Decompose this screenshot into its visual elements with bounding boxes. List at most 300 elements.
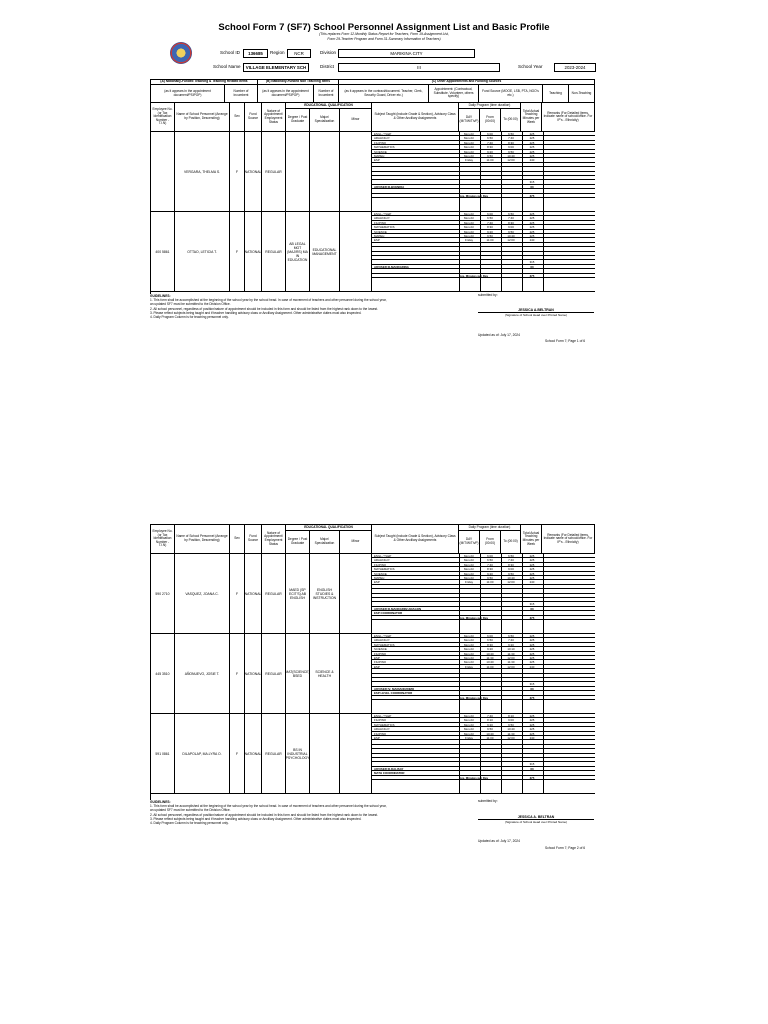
daily-program-schedule <box>372 714 595 794</box>
summary-c-fund-source: Fund Source (MOOE, LSB, PTA, NGO's etc.) <box>479 85 543 103</box>
col-fund-source: Fund Source <box>245 525 262 554</box>
guideline-item: 1. This form shall be accomplished at the beginning of the school year by the school head. In case of movement of teachers and other personnel during the school year, <box>150 804 387 809</box>
col-sex: Sex <box>230 103 245 132</box>
col-nature: Nature of Appointment/ Employment Status <box>262 525 286 554</box>
minutes-cell: 240 <box>529 158 535 163</box>
from-time-cell: 11:00 <box>486 238 494 243</box>
day-cell: Mon-Fri <box>464 642 474 647</box>
subject-cell: ARALING P. <box>374 558 390 563</box>
subject-cell: FILIPINO <box>374 660 387 665</box>
personnel-name-cell: OTTAO, LETICIA T. <box>175 212 230 291</box>
col-to: To (00:00) <box>501 531 521 554</box>
school-year-field[interactable]: 2023-2024 <box>554 63 596 72</box>
to-time-cell: 7:40 <box>508 216 514 221</box>
from-time-cell: 11:00 <box>486 736 494 740</box>
minutes-cell: 225 <box>529 656 535 660</box>
guideline-item: 4. Daily Program Column is for teaching personnel only. <box>150 315 229 320</box>
subject-cell: ESP COORDINATOR <box>374 611 403 616</box>
col-from: From (00:00) <box>480 109 501 132</box>
school-year-label: School Year <box>518 64 543 69</box>
day-cell: Ave. Minutes per Day <box>459 273 489 278</box>
school-name-field[interactable]: VILLAGE ELEMENTARY SCH <box>243 63 309 72</box>
minutes-cell: 225 <box>529 722 535 727</box>
summary-plantilla-note: (as it appears in the appointment document/PSIPOP) <box>164 88 211 97</box>
summary-b-incumbent: Number of Incumbent <box>314 85 339 103</box>
updated-as-of: Updated as of: July 17, 2024 <box>478 333 520 337</box>
subject-cell: FILIPINO <box>374 220 387 225</box>
col-name: Name of School Personnel (Arrange by Position, Descending) <box>175 525 230 554</box>
col-major: Major/ Specialization <box>310 109 340 132</box>
fund-source-cell: NATIONAL <box>245 554 262 633</box>
day-cell: Mon-Fri <box>464 154 474 158</box>
to-time-cell: 10:40 <box>507 154 515 158</box>
signature-block <box>478 308 594 317</box>
to-time-cell: 11:30 <box>507 651 515 656</box>
to-time-cell: 11:30 <box>507 731 515 736</box>
subject-cell: ESP <box>374 580 380 585</box>
submitted-by-label: submitted by: <box>478 293 498 297</box>
from-time-cell: 9:20 <box>487 149 493 154</box>
to-time-cell: 9:00 <box>508 718 514 723</box>
day-cell: Mon-Fri <box>464 234 474 238</box>
minutes-cell: 225 <box>529 234 535 238</box>
degree-cell: MAT(SCIENCE) BSED <box>286 634 310 713</box>
minutes-cell: 375 <box>529 193 535 198</box>
col-subject: Subject Taught (include Grade & Section), Advisory Class & Other Ancillary Assignments <box>372 103 459 132</box>
page-footer: School Form 7; Page 1 of 6 <box>545 339 586 343</box>
col-sex: Sex <box>230 525 245 554</box>
to-time-cell: 12:00 <box>507 656 515 660</box>
major-cell <box>310 714 340 793</box>
minutes-cell: 315 <box>529 260 535 265</box>
summary-a-title: (A) Nationally-Funded Teaching & Teaching Related Items <box>151 80 258 85</box>
day-cell: Friday <box>464 238 474 243</box>
sex-cell: F <box>230 634 245 713</box>
summary-a-incumbent: Number of Incumbent <box>225 85 258 103</box>
personnel-name-cell: VASQUEZ, JOANA C. <box>175 554 230 633</box>
minutes-cell: 225 <box>529 154 535 158</box>
guideline-item: an updated SF7 must be submitted to the Division Office. <box>150 808 231 813</box>
subject-cell: ADVISER III-MANDARINA <box>374 264 409 269</box>
subject-cell: MAPEH <box>374 576 385 580</box>
summary-c-title: (C) Other Appointments and Funding Sources <box>339 80 595 85</box>
minor-cell <box>340 212 372 291</box>
minutes-cell: 315 <box>529 602 535 607</box>
to-time-cell: 9:20 <box>508 642 514 647</box>
subject-cell: ADVISER IV- MARIANO/DIMO <box>374 686 415 691</box>
day-cell: Mon-Fri <box>464 714 474 718</box>
to-time-cell: 7:40 <box>508 558 514 563</box>
form-subtitle-line-1: (This replaces Form 12-Monthly Status Report for Teachers, Form 19-Assignment List, <box>319 32 449 36</box>
from-time-cell: 9:20 <box>487 571 493 576</box>
from-time-cell: 9:50 <box>487 154 493 158</box>
minor-cell <box>340 634 372 713</box>
subject-cell: FILIPINO <box>374 140 387 145</box>
schedule-row <box>372 776 595 780</box>
minor-cell <box>340 714 372 793</box>
major-cell <box>310 132 340 211</box>
to-time-cell: 10:40 <box>507 727 515 732</box>
col-degree: Degree / Post Graduate <box>286 109 310 132</box>
subject-cell: ARALING P. <box>374 638 390 643</box>
col-subject: Subject Taught (include Grade & Section), Advisory Class & Other Ancillary Assignments <box>372 525 459 554</box>
fund-source-cell: NATIONAL <box>245 714 262 793</box>
employee-no-cell: 591 0861 <box>151 714 175 793</box>
personnel-record <box>151 634 595 714</box>
col-total-minutes: Total Actual Teaching Minutes per Week <box>521 103 542 132</box>
school-id-field[interactable]: 136685 <box>243 49 268 58</box>
minutes-cell: 375 <box>529 615 535 620</box>
col-employee-no: Employee No. (or Tax Identification Number - T.I.N) <box>151 525 175 554</box>
subject-cell: MATHEMATICS <box>374 567 395 572</box>
personnel-name-cell: VERGARA, THELMA S. <box>175 132 230 211</box>
day-cell: Mon-Fri <box>464 656 474 660</box>
subject-cell: ADVISER III-DALISAY <box>374 766 404 771</box>
employee-no-cell: 590 2710 <box>151 554 175 633</box>
minutes-cell: 225 <box>529 642 535 647</box>
col-daily-program: Daily Program (time duration) <box>459 525 521 531</box>
to-time-cell: 12:00 <box>507 664 515 669</box>
signatory-caption: (Signature of School Head over Printed Name) <box>478 819 594 824</box>
minutes-cell: 375 <box>529 273 535 278</box>
subject-cell: MATHEMATICS <box>374 145 395 150</box>
fund-source-cell: NATIONAL <box>245 132 262 211</box>
minutes-cell: 225 <box>529 212 535 216</box>
to-time-cell: 12:00 <box>507 158 515 163</box>
from-time-cell: 8:10 <box>487 718 493 723</box>
sex-cell: F <box>230 714 245 793</box>
from-time-cell: 11:30 <box>486 656 494 660</box>
schedule-row <box>372 274 595 278</box>
subject-cell: MAPEH <box>374 234 385 238</box>
region-field[interactable]: NCR <box>287 49 311 58</box>
col-name: Name of School Personnel (Arrange by Position, Descending) <box>175 103 230 132</box>
division-label: Division <box>320 50 337 55</box>
minutes-cell: 225 <box>529 558 535 563</box>
day-cell: Mon-Fri <box>464 140 474 145</box>
submitted-by-label: submitted by: <box>478 799 498 803</box>
col-degree: Degree / Post Graduate <box>286 531 310 554</box>
subject-cell: ESP <box>374 736 380 740</box>
to-time-cell: 10:10 <box>507 647 515 652</box>
district-label: District <box>320 64 335 69</box>
guideline-item: 2. All school personnel, regardless of position/nature of appointment should be included in this form and should be listed from the highest rank down to the lowest. <box>150 306 379 311</box>
district-field[interactable]: III <box>338 63 500 72</box>
to-time-cell: 12:00 <box>507 580 515 585</box>
major-cell: ENGLISH STUDIES & INSTRUCTION <box>310 554 340 633</box>
subject-cell: FILIPINO <box>374 718 387 723</box>
minutes-cell: 225 <box>529 638 535 643</box>
subject-cell: ENGL / TLEP <box>374 554 392 558</box>
appointment-nature-cell: REGULAR <box>262 634 286 713</box>
col-day: DAY (M/T/W/Th/F) <box>459 109 480 132</box>
from-time-cell: 6:50 <box>487 216 493 221</box>
day-cell: Mon-Fri <box>464 149 474 154</box>
to-time-cell: 8:10 <box>508 714 514 718</box>
to-time-cell: 9:50 <box>508 149 514 154</box>
employee-no-cell: 400 5861 <box>151 212 175 291</box>
minutes-cell: 225 <box>529 220 535 225</box>
employee-no-cell <box>151 132 175 211</box>
day-cell: Mon-Fri <box>464 718 474 723</box>
day-cell: Ave. Minutes per Day <box>459 695 489 700</box>
day-cell: Mon-Fri <box>464 136 474 141</box>
to-time-cell: 9:00 <box>508 145 514 150</box>
signatory-name: JESSICA A.BELTRAN <box>518 308 554 312</box>
updated-as-of: Updated as of: July 17, 2024 <box>478 839 520 843</box>
subject-cell: ADVISER III-BUENDIA <box>374 184 405 189</box>
minutes-cell: 225 <box>529 634 535 638</box>
day-cell: Mon-Fri <box>464 571 474 576</box>
minutes-cell: 375 <box>529 695 535 700</box>
col-minor: Minor <box>340 531 372 554</box>
to-time-cell: 8:30 <box>508 140 514 145</box>
minutes-cell: 240 <box>529 580 535 585</box>
signatory-name: JESSICA A. BELTRAN <box>517 815 555 819</box>
subject-cell: ENGL / TLEP <box>374 714 392 718</box>
guideline-item: 3. Please reflect subjects being taught and if teacher handling advisory class or Ancillary Assignment. Other administrative duties must also inspected. <box>150 816 362 821</box>
to-time-cell: 9:50 <box>508 229 514 234</box>
summary-c-appointment: Appointment: (Contractual, Substitute, Volunteer, others specify) <box>429 85 479 103</box>
subject-cell: ENGL / TLEP <box>374 132 392 136</box>
degree-cell: BS IN INDUSTRIAL PSYCHOLOGY <box>286 714 310 793</box>
from-time-cell: 8:30 <box>487 567 493 572</box>
minutes-cell: 225 <box>529 714 535 718</box>
summary-b-title: (B) Nationally-Funded Non Teaching Items <box>258 80 339 85</box>
subject-cell: FILIPINO <box>374 562 387 567</box>
col-fund-source: Fund Source <box>245 103 262 132</box>
from-time-cell: 9:20 <box>487 229 493 234</box>
employee-no-cell: 445 3510 <box>151 634 175 713</box>
from-time-cell: 7:40 <box>487 562 493 567</box>
minutes-cell: 60 <box>530 184 534 189</box>
minutes-cell: 225 <box>529 554 535 558</box>
minutes-cell: 225 <box>529 727 535 732</box>
minutes-cell: 240 <box>529 736 535 740</box>
form-subtitle-line-2: Form 29-Teacher Program and Form 31-Summary Information of Teachers) <box>327 36 441 41</box>
sex-cell: F <box>230 132 245 211</box>
personnel-name-cell: DILAPOLAP, MA.LYRA O. <box>175 714 230 793</box>
guidelines-title: GUIDELINES: <box>150 294 171 298</box>
from-time-cell: 7:40 <box>487 220 493 225</box>
day-cell: Friday <box>464 664 474 669</box>
minutes-cell: 225 <box>529 576 535 580</box>
col-daily-program: Daily Program (time duration) <box>459 103 521 109</box>
subject-cell: ESP <box>374 158 380 163</box>
column-header <box>150 102 595 132</box>
from-time-cell: 9:50 <box>487 727 493 732</box>
minutes-cell: 60 <box>530 264 534 269</box>
subject-cell: MATHEMATICS <box>374 225 395 230</box>
minutes-cell: 225 <box>529 216 535 221</box>
minor-cell <box>340 554 372 633</box>
minutes-cell: 225 <box>529 571 535 576</box>
schedule-row <box>372 696 595 700</box>
subject-cell: ESP <box>374 656 380 660</box>
day-cell: Mon-Fri <box>464 212 474 216</box>
personnel-table-body <box>150 131 595 294</box>
subject-cell: ENGL / TLEP <box>374 634 392 638</box>
col-employee-no: Employee No. (or Tax Identification Number - T.I.N) <box>151 103 175 132</box>
from-time-cell: 6:50 <box>487 638 493 643</box>
col-day: DAY (M/T/W/Th/F) <box>459 531 480 554</box>
from-time-cell: 9:20 <box>487 647 493 652</box>
personnel-name-cell: AÑONUEVO, JOSIE T. <box>175 634 230 713</box>
to-time-cell: 6:50 <box>508 132 514 136</box>
minutes-cell: 315 <box>529 682 535 687</box>
personnel-table-body <box>150 553 595 800</box>
minutes-cell: 225 <box>529 562 535 567</box>
deped-seal-icon <box>170 42 192 64</box>
from-time-cell: 9:20 <box>487 722 493 727</box>
day-cell: Ave. Minutes per Day <box>459 193 489 198</box>
subject-cell: MATHEMATICS <box>374 722 395 727</box>
fund-source-cell: NATIONAL <box>245 212 262 291</box>
subject-cell: ENGL / TLEP <box>374 212 392 216</box>
personnel-record <box>151 132 595 212</box>
minutes-cell: 225 <box>529 647 535 652</box>
subject-cell: SCIENCE <box>374 229 387 234</box>
degree-cell <box>286 132 310 211</box>
daily-program-schedule <box>372 554 595 634</box>
to-time-cell: 9:00 <box>508 567 514 572</box>
from-time-cell: 6:00 <box>487 132 493 136</box>
from-time-cell: 7:40 <box>487 140 493 145</box>
subject-cell: ESP LEVEL COORDINATOR <box>374 691 413 696</box>
signatory-caption: (Signature of School Head over Printed Name) <box>478 312 594 317</box>
personnel-record <box>151 212 595 292</box>
appointment-nature-cell: REGULAR <box>262 554 286 633</box>
day-cell: Mon-Fri <box>464 132 474 136</box>
col-to: To (00:00) <box>501 109 521 132</box>
minutes-cell: 225 <box>529 718 535 723</box>
school-name-label: School Name <box>213 64 241 69</box>
day-cell: Mon-Fri <box>464 562 474 567</box>
minutes-cell: 225 <box>529 132 535 136</box>
personnel-record <box>151 554 595 634</box>
subject-cell: SCIENCE <box>374 647 387 652</box>
from-time-cell: 10:40 <box>486 651 494 656</box>
day-cell: Friday <box>464 158 474 163</box>
minutes-cell: 60 <box>530 606 534 611</box>
subject-cell: MAPEH <box>374 154 385 158</box>
subject-cell: ESP <box>374 664 380 669</box>
subject-cell: ARALING P. <box>374 216 390 221</box>
minutes-cell: 225 <box>529 660 535 665</box>
from-time-cell: 6:00 <box>487 634 493 638</box>
minutes-cell: 225 <box>529 225 535 230</box>
subject-cell: ADVISER III-MANDARIN/ ARAGON <box>374 606 422 611</box>
schedule-row <box>372 194 595 198</box>
sex-cell: F <box>230 554 245 633</box>
major-cell: SCIENCE & HEALTH <box>310 634 340 713</box>
col-edu-qual: EDUCATIONAL QUALIFICATION <box>286 103 372 109</box>
guideline-item: 1. This form shall be accomplished at the beginning of the school year by the school head. In case of movement of teachers and other personnel during the school year, <box>150 298 387 303</box>
from-time-cell: 6:50 <box>487 558 493 563</box>
subject-cell: FILIPINO <box>374 731 387 736</box>
minutes-cell: 225 <box>529 136 535 141</box>
day-cell: Mon-Fri <box>464 647 474 652</box>
to-time-cell: 8:30 <box>508 220 514 225</box>
minutes-cell: 225 <box>529 731 535 736</box>
from-time-cell: 6:00 <box>487 212 493 216</box>
to-time-cell: 6:50 <box>508 554 514 558</box>
daily-program-schedule <box>372 212 595 292</box>
to-time-cell: 12:00 <box>507 238 515 243</box>
minutes-cell: 225 <box>529 140 535 145</box>
day-cell: Ave. Minutes per Day <box>459 615 489 620</box>
page-footer: School Form 7; Page 2 of 6 <box>545 846 586 850</box>
day-cell: Mon-Fri <box>464 558 474 563</box>
summary-c-designation: (as it appears in the contract/document. Teacher, Clerk, Security Guard, Driver etc.) <box>339 85 429 103</box>
to-time-cell: 10:40 <box>507 234 515 238</box>
subject-cell: SCIENCE <box>374 571 387 576</box>
personnel-record <box>151 714 595 794</box>
minutes-cell: 375 <box>529 775 535 780</box>
day-cell: Mon-Fri <box>464 722 474 727</box>
minutes-cell: 225 <box>529 145 535 150</box>
summary-c-nonteaching: Non-Teaching <box>569 85 595 103</box>
col-remarks: Remarks (For Detailed Items, Indicate name of school/office. For IP's - Ethnicity) <box>542 103 595 132</box>
from-time-cell: 11:00 <box>486 158 494 163</box>
col-major: Major/ Specialization <box>310 531 340 554</box>
summary-b-plantilla: (as it appears in the appointment document/PSIPOP) <box>258 85 314 103</box>
col-edu-qual: EDUCATIONAL QUALIFICATION <box>286 525 372 531</box>
guidelines-title: GUIDELINES: <box>150 800 171 804</box>
to-time-cell: 9:00 <box>508 225 514 230</box>
guideline-item: 4. Daily Program Column is for teaching personnel only. <box>150 821 229 826</box>
appointment-nature-cell: REGULAR <box>262 212 286 291</box>
daily-program-schedule <box>372 634 595 714</box>
minutes-cell: 225 <box>529 567 535 572</box>
subject-cell: MATHEMATICS <box>374 642 395 647</box>
minutes-cell: 315 <box>529 180 535 185</box>
summary-plantilla-title <box>151 85 225 103</box>
from-time-cell: 8:30 <box>487 642 493 647</box>
sex-cell: F <box>230 212 245 291</box>
from-time-cell: 10:40 <box>486 660 494 665</box>
day-cell: Mon-Fri <box>464 634 474 638</box>
minutes-cell: 315 <box>529 762 535 767</box>
to-time-cell: 7:40 <box>508 638 514 643</box>
day-cell: Mon-Fri <box>464 576 474 580</box>
to-time-cell: 7:40 <box>508 136 514 141</box>
from-time-cell: 11:00 <box>486 664 494 669</box>
to-time-cell: 8:30 <box>508 562 514 567</box>
summary-header <box>150 79 595 103</box>
subject-cell: MATH COORDINATOR <box>374 771 405 776</box>
appointment-nature-cell: REGULAR <box>262 714 286 793</box>
fund-source-cell: NATIONAL <box>245 634 262 713</box>
from-time-cell: 7:40 <box>487 714 493 718</box>
to-time-cell: 9:50 <box>508 722 514 727</box>
subject-cell: FILIPINO <box>374 651 387 656</box>
day-cell: Mon-Fri <box>464 727 474 732</box>
guideline-item: 3. Please reflect subjects being taught and if teacher handling advisory class or Ancillary Assignment. Other administrative duties must also inspected. <box>150 310 362 315</box>
subject-cell: SCIENCE <box>374 149 387 154</box>
day-cell: Mon-Fri <box>464 554 474 558</box>
day-cell: Friday <box>464 580 474 585</box>
to-time-cell: 6:50 <box>508 212 514 216</box>
day-cell: Mon-Fri <box>464 216 474 221</box>
form-title: School Form 7 (SF7) School Personnel Assignment List and Basic Profile <box>218 22 550 33</box>
column-header <box>150 524 595 554</box>
day-cell: Friday <box>464 736 474 740</box>
degree-cell: MAED (SP ECIT'S) AB ENGLISH <box>286 554 310 633</box>
day-cell: Ave. Minutes per Day <box>459 775 489 780</box>
division-field[interactable]: MARIKINA CITY <box>338 49 475 58</box>
schedule-row <box>372 616 595 620</box>
